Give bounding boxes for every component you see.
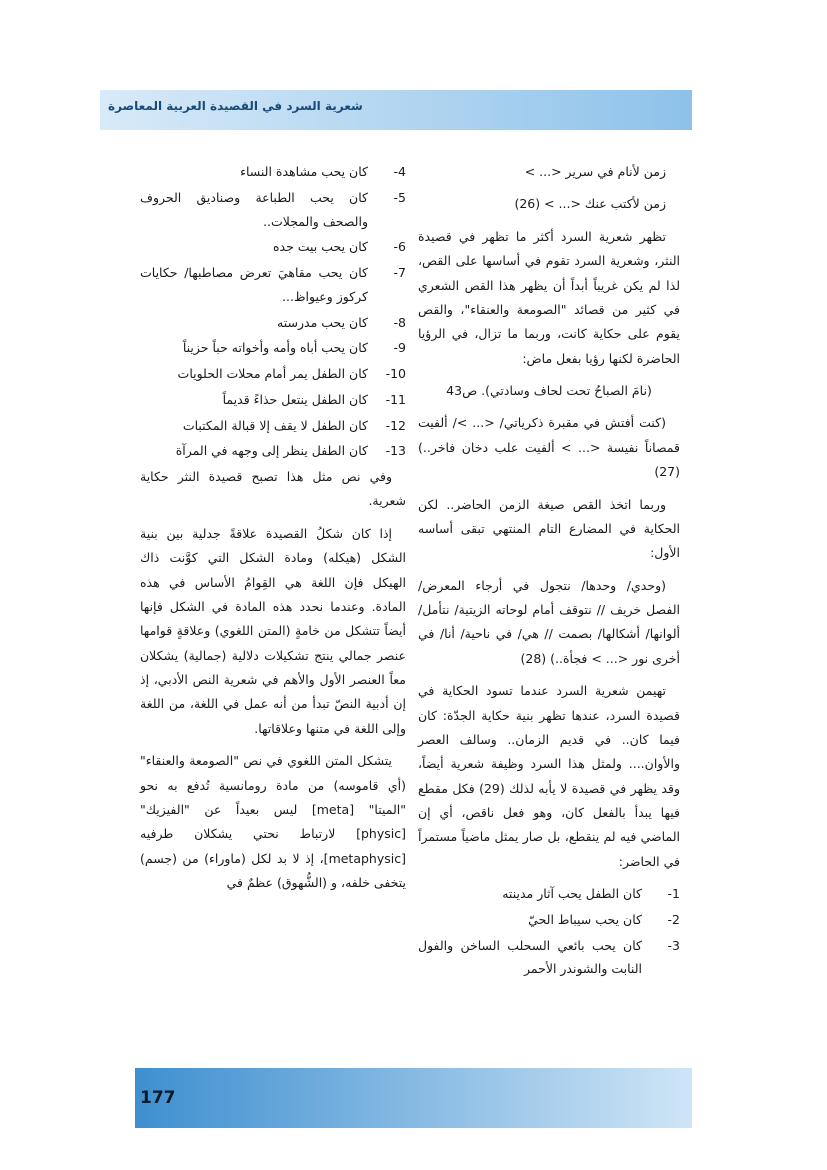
list-item	[140, 186, 406, 234]
list-number: 2-	[667, 911, 680, 927]
list-item	[140, 235, 406, 259]
paragraph: تهيمن شعرية السرد عندما تسود الحكاية في قصيدة السرد، عندها تظهر بنية حكاية الجدّة: كان فيما كان.. في قديم الزمان.. وسالف العصر والأوان.... ولمثل هذا السرد وظيفة شعرية أيضاً، وقد يظهر في قصيدة لا يأبه لذلك (29) فكل مقطع فيها يبدأ بالفعل كان، وهو فعل ناقص، أي إن الماضي فيه لم ينقطع، بل صار يمثل ماضياً مستمراً في الحاضر:	[418, 683, 680, 869]
list-text: كان يحب مقاهيَ تعرض مصاطبها/ حكايات كركوز وعيواظ...	[140, 265, 368, 304]
right-column	[418, 160, 680, 983]
list-item	[418, 934, 680, 982]
list-item	[140, 414, 406, 438]
list-number: 3-	[667, 937, 680, 953]
list-text: كان الطفل يحب آثار مدينته	[502, 886, 642, 902]
list-item	[140, 439, 406, 463]
list-text: كان يحب بائعي السحلب الساخن والفول النابت والشوندر الأحمر	[418, 937, 642, 977]
list-item	[140, 336, 406, 360]
list-item	[140, 388, 406, 412]
numbered-list	[140, 160, 406, 463]
footer-band	[135, 1068, 692, 1128]
list-text: كان يحب سيباط الحيّ	[528, 911, 642, 927]
list-number: 6-	[393, 239, 406, 255]
list-text: كان يحب أباه وأمه وأخواته حباً حزيناً	[182, 340, 368, 356]
list-text: كان يحب مشاهدة النساء	[240, 164, 368, 179]
list-text: كان الطفل لا يقف إلا قبالة المكتبات	[182, 417, 368, 433]
list-number: 8-	[393, 314, 406, 330]
list-number: 12-	[385, 417, 406, 433]
list-number: 11-	[385, 391, 406, 407]
quotation: (نامَ الصباحُ تحت لحاف وسادتي). ص43	[446, 383, 652, 398]
list-number: 7-	[393, 265, 406, 280]
running-title: شعرية السرد في القصيدة العربية المعاصرة	[108, 99, 363, 113]
list-number: 4-	[393, 164, 406, 179]
list-text: كان يحب الطباعة وصناديق الحروف والصحف والمجلات..	[140, 189, 368, 229]
paragraph: يتشكل المتن اللغوي في نص "الصومعة والعنقاء" (أي قاموسه) من مادة رومانسية تُدفع به نحو "الميتا" [meta] ليس بعيداً عن "الفيزيك" [physic] لارتباط نحتي يشكلان طرفيه [metaphysic]، إذ لا بد لكل (ماوراء) من (جسم) يتخفى خلفه، و (الشُّهوق) عظمٌ في	[140, 753, 406, 890]
list-text: كان يحب مدرسته	[277, 314, 368, 330]
verse-line: زمن لأنام في سرير <... >	[524, 164, 666, 179]
list-item	[140, 311, 406, 335]
list-item	[418, 882, 680, 906]
paragraph: وربما اتخذ القص صيغة الزمن الحاضر.. لكن الحكاية في المضارع التام المنتهي تبقى أساسه الأول:	[418, 496, 680, 561]
list-text: كان الطفل ينظر إلى وجهه في المرآة	[175, 443, 368, 459]
numbered-list	[418, 882, 680, 981]
paragraph: تظهر شعرية السرد أكثر ما تظهر في قصيدة النثر، وشعرية السرد تقوم في أساسها على القص، لذا لم يكن غريباً أبداً أن يظهر هذا القص الشعري في كثير من قصائد "الصومعة والعنقاء"، والقص يقوم على حكاية كانت، وربما ما تزال، في الرؤيا الحاضرة لكنها رؤيا بفعل ماض:	[418, 228, 680, 366]
list-number: 5-	[393, 189, 406, 205]
quotation: (وحدي/ وحدها/ نتجول في أرجاء المعرض/ الفصل خريف // نتوقف أمام لوحاته الزيتية/ نتأمل/ ألوانها/ أشكالها/ بصمت // هي/ في ناحية/ أنا/ في أخرى نور <... > فجأة..) (28)	[418, 577, 680, 666]
list-number: 13-	[385, 443, 406, 459]
list-text: كان يحب بيت جده	[272, 239, 368, 255]
list-item	[140, 261, 406, 309]
verse-line: زمن لأكتب عنك <... > (26)	[514, 196, 666, 212]
list-item	[418, 908, 680, 932]
list-text: كان الطفل ينتعل حذاءً قديماً	[222, 391, 368, 407]
list-item	[140, 362, 406, 386]
paragraph: وفي نص مثل هذا تصبح قصيدة النثر حكاية شعرية.	[140, 469, 406, 509]
quotation: (كنت أفتش في مقبرة ذكرياتي/ <... >/ ألفيت قمصاناً نفيسة <... > ألفيت علب دخان فاخر..)(27)	[418, 415, 680, 480]
left-column	[140, 160, 406, 903]
list-number: 9-	[393, 340, 406, 356]
list-number: 10-	[385, 366, 406, 381]
list-item	[140, 160, 406, 184]
list-number: 1-	[667, 886, 680, 902]
list-text: كان الطفل يمر أمام محلات الحلويات	[177, 366, 368, 381]
paragraph: إذا كان شكلُ القصيدة علاقةً جدلية بين بنية الشكل (هيكله) ومادة الشكل التي كوَّنت ذاك الهيكل فإن اللغة هي القِوامُ الأساس في هذه المادة. وعندما نحدد هذه المادة في الشكل فإنها أيضاً تتشكل من خامةٍ (المتن اللغوي) وعلاقةٍ قوامها عنصر جمالي ينتج تشكيلات دلالية (جمالية) يشكلان معاً العنصر الأول والأهم في شعرية النص الأدبي، إذ إن أدبية النصّ تبدأ من أنه عمل في اللغة، من اللغة وإلى اللغة في متنها وعلاقاتها.	[140, 525, 406, 736]
page-number: 177	[140, 1088, 176, 1108]
